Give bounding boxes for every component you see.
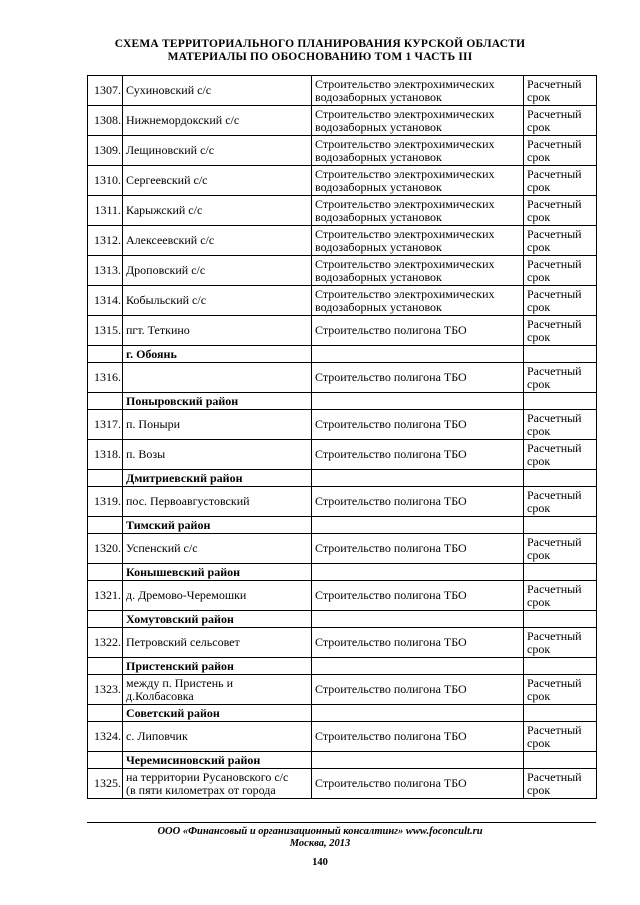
action-text: Строительство полигона ТБО bbox=[315, 635, 467, 649]
settlement-name: Лещиновский с/с bbox=[126, 143, 215, 157]
page-number: 140 bbox=[312, 857, 328, 868]
row-number: 1309. bbox=[88, 136, 123, 166]
action-cell bbox=[312, 363, 524, 393]
action-text: Строительство электрохимических bbox=[315, 76, 495, 91]
action-text-line2: водозаборных установок bbox=[315, 299, 442, 314]
term-text: Расчетный bbox=[527, 136, 582, 151]
header-title: СХЕМА ТЕРРИТОРИАЛЬНОГО ПЛАНИРОВАНИЯ КУРСКОЙ ОБЛАСТИ bbox=[114, 38, 526, 50]
settlement-name-cell bbox=[123, 226, 312, 256]
table-row bbox=[88, 487, 597, 517]
settlement-name: Кобыльский с/с bbox=[126, 293, 207, 307]
term-cell bbox=[524, 722, 597, 752]
table-row bbox=[88, 628, 597, 658]
row-number: 1318. bbox=[88, 440, 123, 470]
term-cell bbox=[524, 316, 597, 346]
action-text: Строительство полигона ТБО bbox=[315, 447, 467, 461]
table-row bbox=[88, 226, 597, 256]
action-text-line2: водозаборных установок bbox=[315, 149, 442, 164]
header-subtitle: МАТЕРИАЛЫ ПО ОБОСНОВАНИЮ ТОМ 1 ЧАСТЬ III bbox=[167, 51, 473, 63]
term-text-line2: срок bbox=[527, 594, 551, 609]
term-text-line2: срок bbox=[527, 329, 551, 344]
term-text-line2: срок bbox=[527, 149, 551, 164]
settlement-name: Дроповский с/с bbox=[126, 263, 206, 277]
row-number: 1325. bbox=[88, 769, 123, 799]
term-cell bbox=[524, 611, 597, 628]
row-number: 1313. bbox=[88, 256, 123, 286]
table-row bbox=[88, 722, 597, 752]
table-row bbox=[88, 363, 597, 393]
settlement-name: Петровский сельсовет bbox=[126, 635, 240, 649]
action-cell bbox=[312, 752, 524, 769]
term-text: Расчетный bbox=[527, 769, 582, 784]
table-row bbox=[88, 316, 597, 346]
row-number-cell bbox=[88, 611, 123, 628]
region-row bbox=[88, 564, 597, 581]
table-row bbox=[88, 440, 597, 470]
action-text: Строительство полигона ТБО bbox=[315, 776, 467, 790]
action-cell bbox=[312, 346, 524, 363]
settlement-name: д. Дремово-Черемошки bbox=[126, 588, 247, 602]
settlement-name-line2: д.Колбасовка bbox=[126, 688, 194, 703]
term-text-line2: срок bbox=[527, 89, 551, 104]
term-cell bbox=[524, 628, 597, 658]
settlement-name: п. Возы bbox=[126, 447, 166, 461]
term-cell bbox=[524, 658, 597, 675]
term-text: Расчетный bbox=[527, 722, 582, 737]
term-cell bbox=[524, 752, 597, 769]
row-number: 1308. bbox=[88, 106, 123, 136]
action-text-line2: водозаборных установок bbox=[315, 89, 442, 104]
term-text-line2: срок bbox=[527, 735, 551, 750]
term-text-line2: срок bbox=[527, 500, 551, 515]
settlement-name: Алексеевский с/с bbox=[126, 233, 215, 247]
table-row bbox=[88, 534, 597, 564]
settlement-name: пос. Первоавгустовский bbox=[126, 494, 250, 508]
term-cell bbox=[524, 196, 597, 226]
region-row bbox=[88, 611, 597, 628]
action-text-line2: водозаборных установок bbox=[315, 269, 442, 284]
settlement-name-cell bbox=[123, 166, 312, 196]
region-row bbox=[88, 393, 597, 410]
row-number-cell bbox=[88, 346, 123, 363]
settlement-name-line2: (в пяти километрах от города bbox=[126, 782, 276, 797]
action-cell bbox=[312, 628, 524, 658]
term-cell bbox=[524, 470, 597, 487]
settlement-name-cell bbox=[123, 286, 312, 316]
term-cell bbox=[524, 440, 597, 470]
action-cell bbox=[312, 487, 524, 517]
action-text: Строительство электрохимических bbox=[315, 136, 495, 151]
region-name: Советский район bbox=[123, 705, 312, 722]
action-cell bbox=[312, 517, 524, 534]
settlement-name-cell bbox=[123, 76, 312, 106]
term-text: Расчетный bbox=[527, 106, 582, 121]
region-name: Тимский район bbox=[123, 517, 312, 534]
action-cell bbox=[312, 256, 524, 286]
row-number: 1311. bbox=[88, 196, 123, 226]
term-cell bbox=[524, 487, 597, 517]
row-number-cell bbox=[88, 658, 123, 675]
region-name: Черемисиновский район bbox=[123, 752, 312, 769]
term-cell bbox=[524, 517, 597, 534]
action-cell bbox=[312, 393, 524, 410]
action-cell bbox=[312, 534, 524, 564]
row-number: 1324. bbox=[88, 722, 123, 752]
row-number: 1323. bbox=[88, 675, 123, 705]
region-name: Хомутовский район bbox=[123, 611, 312, 628]
row-number: 1316. bbox=[88, 363, 123, 393]
action-cell bbox=[312, 76, 524, 106]
region-row bbox=[88, 517, 597, 534]
term-text-line2: срок bbox=[527, 239, 551, 254]
settlement-name: на территории Русановского с/с bbox=[126, 769, 289, 784]
row-number: 1312. bbox=[88, 226, 123, 256]
settlement-name: пгт. Теткино bbox=[126, 323, 190, 337]
term-cell bbox=[524, 363, 597, 393]
action-cell bbox=[312, 196, 524, 226]
term-text: Расчетный bbox=[527, 256, 582, 271]
term-text: Расчетный bbox=[527, 286, 582, 301]
term-cell bbox=[524, 410, 597, 440]
region-name: г. Обоянь bbox=[123, 346, 312, 363]
term-text-line2: срок bbox=[527, 453, 551, 468]
term-cell bbox=[524, 534, 597, 564]
settlement-name-cell bbox=[123, 487, 312, 517]
table-row bbox=[88, 136, 597, 166]
action-text-line2: водозаборных установок bbox=[315, 239, 442, 254]
term-text: Расчетный bbox=[527, 534, 582, 549]
table-row bbox=[88, 106, 597, 136]
term-cell bbox=[524, 76, 597, 106]
row-number: 1320. bbox=[88, 534, 123, 564]
settlement-name-cell bbox=[123, 675, 312, 705]
region-name: Поныровский район bbox=[123, 393, 312, 410]
term-cell bbox=[524, 346, 597, 363]
term-cell bbox=[524, 564, 597, 581]
action-text: Строительство электрохимических bbox=[315, 226, 495, 241]
action-cell bbox=[312, 611, 524, 628]
term-text: Расчетный bbox=[527, 316, 582, 331]
term-text: Расчетный bbox=[527, 487, 582, 502]
term-cell bbox=[524, 393, 597, 410]
settlement-name: с. Липовчик bbox=[126, 729, 188, 743]
row-number: 1314. bbox=[88, 286, 123, 316]
row-number-cell bbox=[88, 470, 123, 487]
region-name: Дмитриевский район bbox=[123, 470, 312, 487]
term-text-line2: срок bbox=[527, 269, 551, 284]
action-cell bbox=[312, 286, 524, 316]
term-text-line2: срок bbox=[527, 423, 551, 438]
action-cell bbox=[312, 581, 524, 611]
action-cell bbox=[312, 769, 524, 799]
settlement-name-cell bbox=[123, 769, 312, 799]
settlement-name: между п. Пристень и bbox=[126, 675, 234, 690]
settlement-name-cell bbox=[123, 196, 312, 226]
action-text: Строительство полигона ТБО bbox=[315, 541, 467, 555]
term-text: Расчетный bbox=[527, 628, 582, 643]
action-text: Строительство полигона ТБО bbox=[315, 729, 467, 743]
region-row bbox=[88, 705, 597, 722]
region-name: Пристенский район bbox=[123, 658, 312, 675]
row-number-cell bbox=[88, 752, 123, 769]
footer-city-year: Москва, 2013 bbox=[289, 838, 351, 849]
action-cell bbox=[312, 564, 524, 581]
settlement-name-cell bbox=[123, 410, 312, 440]
term-text: Расчетный bbox=[527, 76, 582, 91]
settlement-name-cell bbox=[123, 628, 312, 658]
term-text: Расчетный bbox=[527, 440, 582, 455]
action-text-line2: водозаборных установок bbox=[315, 179, 442, 194]
term-cell bbox=[524, 581, 597, 611]
action-cell bbox=[312, 675, 524, 705]
action-cell bbox=[312, 166, 524, 196]
action-cell bbox=[312, 410, 524, 440]
action-text: Строительство полигона ТБО bbox=[315, 417, 467, 431]
action-text: Строительство электрохимических bbox=[315, 256, 495, 271]
action-text: Строительство электрохимических bbox=[315, 196, 495, 211]
term-cell bbox=[524, 675, 597, 705]
row-number-cell bbox=[88, 393, 123, 410]
region-row bbox=[88, 658, 597, 675]
table-row bbox=[88, 286, 597, 316]
action-cell bbox=[312, 705, 524, 722]
settlement-name-cell bbox=[123, 440, 312, 470]
term-text: Расчетный bbox=[527, 675, 582, 690]
term-cell bbox=[524, 106, 597, 136]
row-number-cell bbox=[88, 564, 123, 581]
term-text-line2: срок bbox=[527, 209, 551, 224]
term-text: Расчетный bbox=[527, 166, 582, 181]
row-number: 1322. bbox=[88, 628, 123, 658]
term-cell bbox=[524, 705, 597, 722]
term-cell bbox=[524, 256, 597, 286]
settlement-name-cell bbox=[123, 581, 312, 611]
term-cell bbox=[524, 769, 597, 799]
action-cell bbox=[312, 440, 524, 470]
term-text: Расчетный bbox=[527, 226, 582, 241]
action-cell bbox=[312, 722, 524, 752]
action-cell bbox=[312, 106, 524, 136]
term-text-line2: срок bbox=[527, 782, 551, 797]
action-text-line2: водозаборных установок bbox=[315, 119, 442, 134]
settlement-name-cell bbox=[123, 722, 312, 752]
term-text: Расчетный bbox=[527, 196, 582, 211]
term-text-line2: срок bbox=[527, 547, 551, 562]
action-text: Строительство электрохимических bbox=[315, 286, 495, 301]
settlement-name: п. Поныри bbox=[126, 417, 180, 431]
term-text: Расчетный bbox=[527, 581, 582, 596]
table-row bbox=[88, 581, 597, 611]
settlement-name-cell bbox=[123, 316, 312, 346]
term-text-line2: срок bbox=[527, 119, 551, 134]
page-footer bbox=[0, 826, 640, 850]
settlement-name: Сергеевский с/с bbox=[126, 173, 208, 187]
action-text: Строительство полигона ТБО bbox=[315, 323, 467, 337]
term-text-line2: срок bbox=[527, 299, 551, 314]
settlement-name: Карыжский с/с bbox=[126, 203, 203, 217]
action-text: Строительство полигона ТБО bbox=[315, 370, 467, 384]
action-text-line2: водозаборных установок bbox=[315, 209, 442, 224]
term-cell bbox=[524, 136, 597, 166]
term-cell bbox=[524, 226, 597, 256]
table-row bbox=[88, 769, 597, 799]
row-number: 1307. bbox=[88, 76, 123, 106]
table-row bbox=[88, 166, 597, 196]
row-number: 1310. bbox=[88, 166, 123, 196]
table-row bbox=[88, 76, 597, 106]
term-cell bbox=[524, 286, 597, 316]
action-cell bbox=[312, 136, 524, 166]
settlement-name: Нижнемордокский с/с bbox=[126, 113, 240, 127]
term-text: Расчетный bbox=[527, 410, 582, 425]
table-row bbox=[88, 675, 597, 705]
footer-divider bbox=[87, 822, 596, 823]
table-row bbox=[88, 196, 597, 226]
action-text: Строительство полигона ТБО bbox=[315, 682, 467, 696]
term-text-line2: срок bbox=[527, 688, 551, 703]
settlement-name-cell bbox=[123, 106, 312, 136]
term-text: Расчетный bbox=[527, 363, 582, 378]
action-text: Строительство электрохимических bbox=[315, 106, 495, 121]
row-number-cell bbox=[88, 705, 123, 722]
row-number: 1315. bbox=[88, 316, 123, 346]
row-number: 1321. bbox=[88, 581, 123, 611]
row-number: 1317. bbox=[88, 410, 123, 440]
term-cell bbox=[524, 166, 597, 196]
action-cell bbox=[312, 226, 524, 256]
region-name: Конышевский район bbox=[123, 564, 312, 581]
action-cell bbox=[312, 316, 524, 346]
term-text-line2: срок bbox=[527, 179, 551, 194]
row-number: 1319. bbox=[88, 487, 123, 517]
settlement-name: Сухиновский с/с bbox=[126, 83, 212, 97]
settlement-name: Успенский с/с bbox=[126, 541, 198, 555]
objects-table bbox=[87, 75, 597, 799]
table-row bbox=[88, 256, 597, 286]
action-text: Строительство полигона ТБО bbox=[315, 494, 467, 508]
action-cell bbox=[312, 470, 524, 487]
settlement-name-cell bbox=[123, 363, 312, 393]
region-row bbox=[88, 752, 597, 769]
footer-company: ООО «Финансовый и организационный консалтинг» www.foconcult.ru bbox=[157, 826, 483, 837]
action-text: Строительство электрохимических bbox=[315, 166, 495, 181]
page-header bbox=[0, 38, 640, 64]
region-row bbox=[88, 470, 597, 487]
term-text-line2: срок bbox=[527, 376, 551, 391]
row-number-cell bbox=[88, 517, 123, 534]
settlement-name-cell bbox=[123, 256, 312, 286]
region-row bbox=[88, 346, 597, 363]
settlement-name-cell bbox=[123, 534, 312, 564]
settlement-name-cell bbox=[123, 136, 312, 166]
term-text-line2: срок bbox=[527, 641, 551, 656]
action-text: Строительство полигона ТБО bbox=[315, 588, 467, 602]
table-row bbox=[88, 410, 597, 440]
action-cell bbox=[312, 658, 524, 675]
